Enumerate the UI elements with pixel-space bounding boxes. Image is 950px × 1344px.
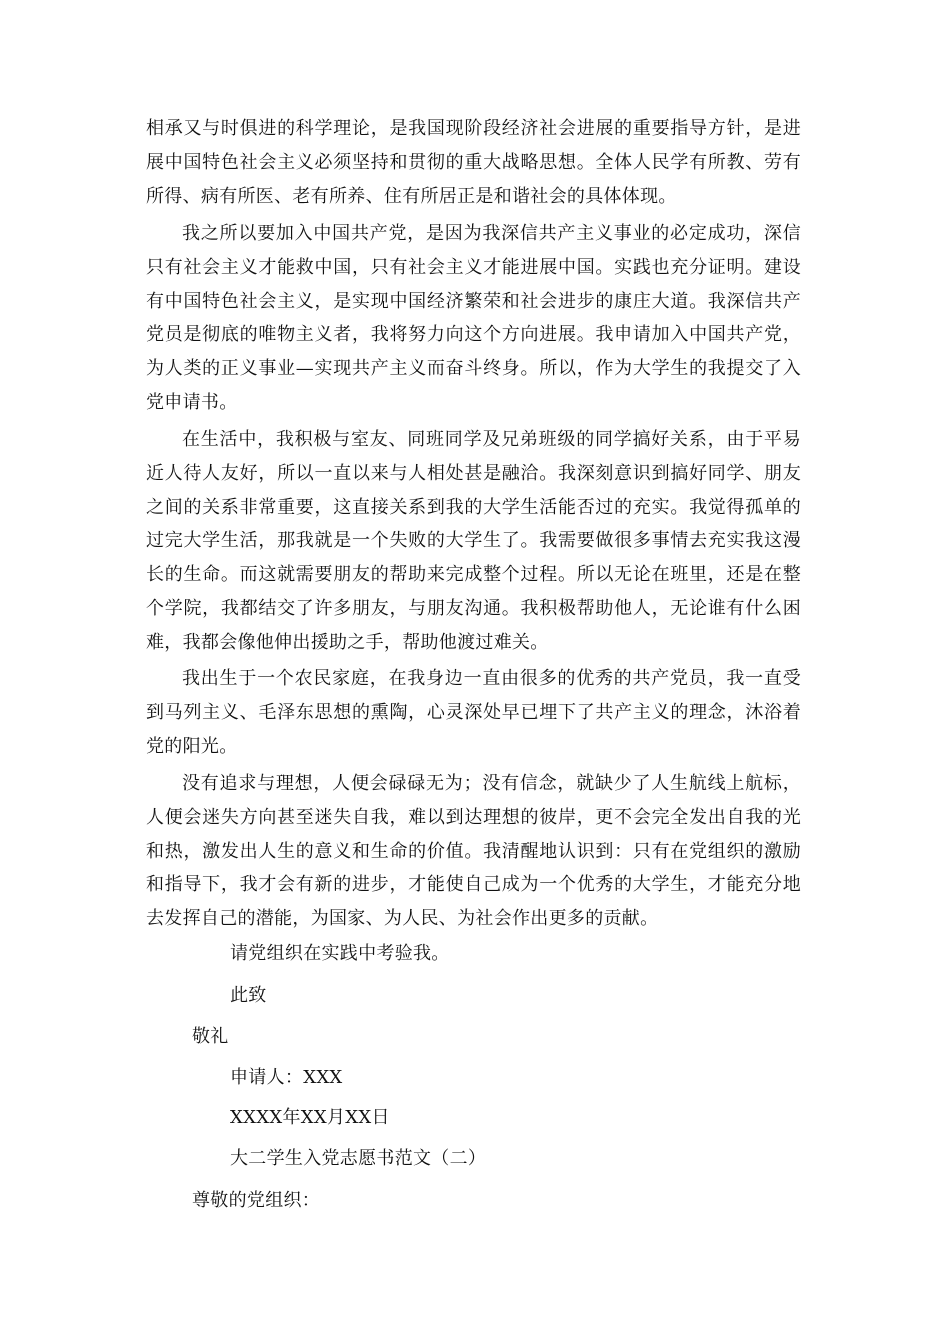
paragraph-2: 我之所以要加入中国共产党，是因为我深信共产主义事业的必定成功，深信只有社会主义才能救中国，只有社会主义才能进展中国。实践也充分证明。建设有中国特色社会主义，是实现中国经济繁荣和社会进步的康庄大道。我深信共产党员是彻底的唯物主义者，我将努力向这个方向进展。我申请加入中国共产党，为人类的正义事业—实现共产主义而奋斗终身。所以，作为大学生的我提交了入党申请书。 <box>146 223 801 413</box>
closing-request: 请党组织在实践中考验我。 <box>230 943 450 964</box>
paragraph-3: 在生活中，我积极与室友、同班同学及兄弟班级的同学搞好关系，由于平易近人待人友好，所以一直以来与人相处甚是融洽。我深刻意识到搞好同学、朋友之间的关系非常重要，这直接关系到我的大学生活能否过的充实。我觉得孤单的过完大学生活，那我就是一个失败的大学生了。我需要做很多事情去充实我这漫长的生命。而这就需要朋友的帮助来完成整个过程。所以无论在班里，还是在整个学院，我都结交了许多朋友，与朋友沟通。我积极帮助他人，无论谁有什么困难，我都会像他伸出援助之手，帮助他渡过难关。 <box>146 429 801 653</box>
paragraph-5: 没有追求与理想，人便会碌碌无为；没有信念，就缺少了人生航线上航标，人便会迷失方向甚至迷失自我，难以到达理想的彼岸，更不会完全发出自我的光和热，激发出人生的意义和生命的价值。我清醒地认识到：只有在党组织的激励和指导下，我才会有新的进步，才能使自己成为一个优秀的大学生，才能充分地去发挥自己的潜能，为国家、为人民、为社会作出更多的贡献。 <box>146 773 801 930</box>
closing-greeting-ci-zhi: 此致 <box>230 985 267 1006</box>
salutation: 尊敬的党组织： <box>192 1190 321 1211</box>
paragraph-4: 我出生于一个农民家庭，在我身边一直由很多的优秀的共产党员，我一直受到马列主义、毛泽东思想的熏陶，心灵深处早已埋下了共产主义的理念，沐浴着党的阳光。 <box>146 668 801 757</box>
next-section-title: 大二学生入党志愿书范文（二） <box>230 1148 487 1169</box>
paragraph-1: 相承又与时俱进的科学理论，是我国现阶段经济社会进展的重要指导方针，是进展中国特色社会主义必须坚持和贯彻的重大战略思想。全体人民学有所教、劳有所得、病有所医、老有所养、住有所居正是和谐社会的具体体现。 <box>146 118 801 207</box>
application-date: XXXX年XX月XX日 <box>230 1107 390 1128</box>
closing-greeting-jing-li: 敬礼 <box>192 1026 229 1047</box>
applicant-name: 申请人：XXX <box>230 1067 343 1088</box>
